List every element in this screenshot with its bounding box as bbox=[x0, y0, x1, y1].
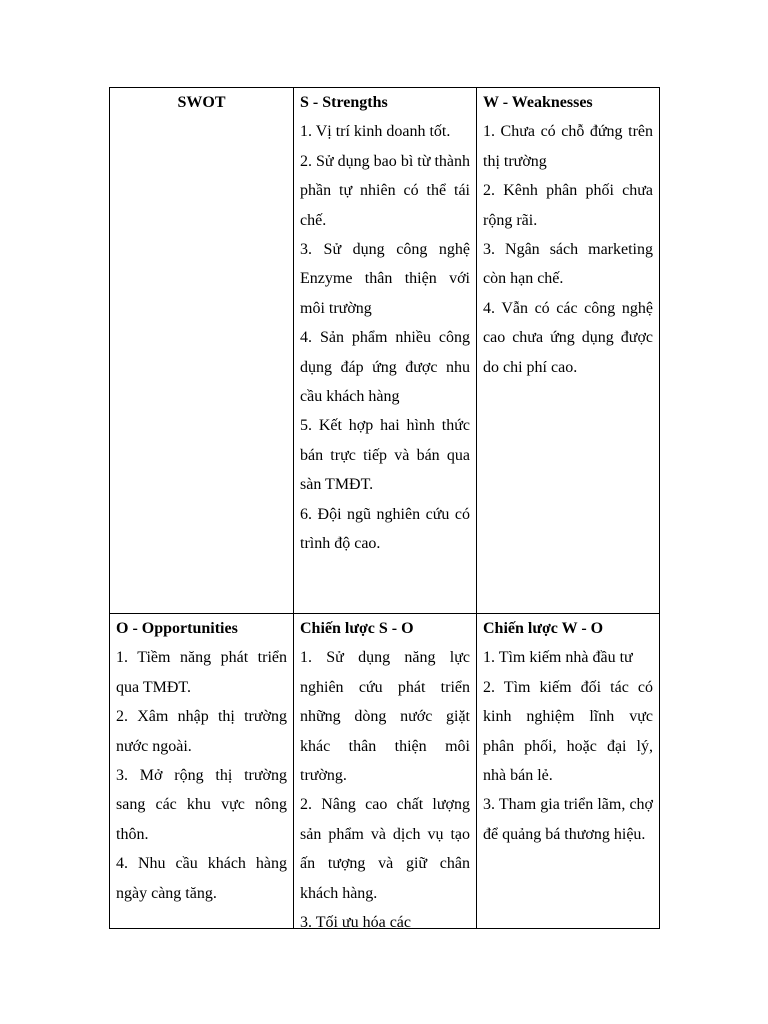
list-item: 2. Kênh phân phối chưa rộng rãi. bbox=[483, 182, 653, 229]
table-row bbox=[110, 614, 660, 929]
wo-strategy-header: Chiến lược W - O bbox=[483, 620, 604, 637]
list-item: 1. Chưa có chỗ đứng trên thị trường bbox=[483, 123, 653, 170]
list-item: 3. Tối ưu hóa các bbox=[300, 914, 412, 928]
list-item: 2. Tìm kiếm đối tác có kinh nghiệm lĩnh vực phân phối, hoặc đại lý, nhà bán lẻ. bbox=[483, 678, 653, 785]
table-row bbox=[110, 88, 660, 614]
so-strategy-content bbox=[300, 614, 470, 928]
list-item: 1. Vị trí kinh doanh tốt. bbox=[300, 123, 451, 141]
list-item: 3. Ngân sách marketing còn hạn chế. bbox=[483, 241, 653, 288]
list-item: 2. Sử dụng bao bì từ thành phần tự nhiên có thể tái chế. bbox=[300, 152, 470, 229]
list-item: 1. Tiềm năng phát triển qua TMĐT. bbox=[116, 649, 287, 696]
swot-corner-cell bbox=[110, 88, 294, 614]
so-strategy-cell bbox=[294, 614, 477, 929]
list-item: 2. Xâm nhập thị trường nước ngoài. bbox=[116, 708, 287, 755]
opportunities-cell bbox=[110, 614, 294, 929]
so-strategy-header: Chiến lược S - O bbox=[300, 620, 414, 637]
list-item: 6. Đội ngũ nghiên cứu có trình độ cao. bbox=[300, 505, 470, 553]
list-item: 1. Tìm kiếm nhà đầu tư bbox=[483, 649, 633, 667]
weaknesses-header: W - Weaknesses bbox=[483, 94, 593, 111]
list-item: 4. Sản phẩm nhiều công dụng đáp ứng được nhu cầu khách hàng bbox=[300, 329, 470, 406]
opportunities-header: O - Opportunities bbox=[116, 620, 238, 637]
swot-title: SWOT bbox=[177, 94, 226, 111]
strengths-header: S - Strengths bbox=[300, 94, 388, 111]
list-item: 2. Nâng cao chất lượng sản phẩm và dịch vụ tạo ấn tượng và giữ chân khách hàng. bbox=[300, 796, 470, 902]
list-item: 4. Nhu cầu khách hàng ngày càng tăng. bbox=[116, 855, 287, 902]
weaknesses-cell bbox=[477, 88, 660, 614]
swot-table bbox=[109, 87, 660, 929]
list-item: 3. Mở rộng thị trường sang các khu vực nông thôn. bbox=[116, 767, 287, 843]
list-item: 4. Vẫn có các công nghệ cao chưa ứng dụng được do chi phí cao. bbox=[483, 299, 653, 376]
list-item: 1. Sử dụng năng lực nghiên cứu phát triển những dòng nước giặt khác thân thiện môi trường. bbox=[300, 649, 470, 785]
strengths-cell bbox=[294, 88, 477, 614]
list-item: 3. Tham gia triển lãm, chợ để quảng bá thương hiệu. bbox=[483, 796, 653, 843]
list-item: 5. Kết hợp hai hình thức bán trực tiếp và bán qua sàn TMĐT. bbox=[300, 417, 470, 494]
wo-strategy-cell bbox=[477, 614, 660, 929]
list-item: 3. Sử dụng công nghệ Enzyme thân thiện với môi trường bbox=[300, 241, 470, 317]
